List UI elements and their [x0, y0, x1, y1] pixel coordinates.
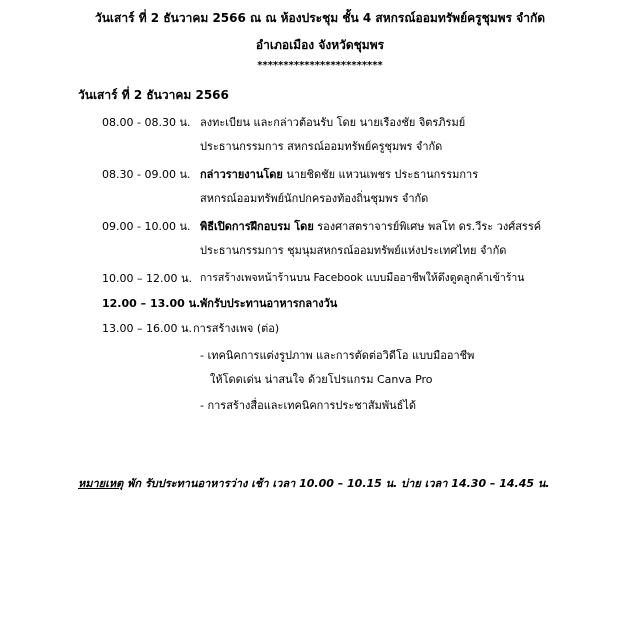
note — [78, 478, 550, 489]
header-title: วันเสาร์ ที่ 2 ธันวาคม 2566 ณ ณ ห้องประชุม ชั้น 4 สหกรณ์ออมทรัพย์ครูชุมพร จำกัด — [94, 11, 546, 25]
schedule-time: 10.00 – 12.00 น. — [102, 272, 192, 285]
schedule-text — [200, 221, 541, 232]
day-heading: วันเสาร์ ที่ 2 ธันวาคม 2566 — [78, 88, 229, 102]
schedule-time: 08.00 - 08.30 น. — [102, 116, 191, 129]
schedule-text-cont: สหกรณ์ออมทรัพย์นักปกครองท้องถิ่นชุมพร จำกัด — [200, 192, 429, 205]
header-divider: ************************ — [257, 60, 383, 71]
schedule-text: การสร้างเพจหน้าร้านบน Facebook แบบมืออาชีพให้ดึงดูดลูกค้าเข้าร้าน — [200, 272, 525, 284]
schedule-time: 08.30 - 09.00 น. — [102, 168, 191, 181]
note-label: หมายเหตุ — [78, 477, 124, 490]
schedule-text-line: นายชิดชัย แหวนเพชร ประธานกรรมการ — [282, 168, 479, 181]
schedule-bold-lead: พิธีเปิดการฝึกอบรม โดย — [200, 220, 314, 233]
schedule-text-line: ลงทะเบียน และกล่าวต้อนรับ โดย นายเรืองชัย จิตรภิรมย์ — [200, 116, 466, 129]
schedule-time: 09.00 - 10.00 น. — [102, 220, 191, 233]
sub-item-cont: ให้โดดเด่น น่าสนใจ ด้วยโปรแกรม Canva Pro — [210, 373, 433, 386]
note-text: พัก รับประทานอาหารว่าง เช้า เวลา 10.00 – 10.15 น. บ่าย เวลา 14.30 – 14.45 น. — [123, 477, 550, 490]
header-location: อำเภอเมือง จังหวัดชุมพร — [255, 38, 385, 52]
sub-item: - การสร้างสื่อและเทคนิคการประชาสัมพันธ์ได้ — [200, 399, 416, 412]
schedule-text — [200, 117, 465, 128]
schedule-text — [200, 169, 478, 180]
schedule-text-cont: ประธานกรรมการ สหกรณ์ออมทรัพย์ครูชุมพร จำกัด — [200, 140, 443, 153]
schedule-time: 13.00 – 16.00 น. — [102, 322, 192, 335]
schedule-text: การสร้างเพจ (ต่อ) — [193, 322, 280, 335]
schedule-text-line: รองศาสตราจารย์พิเศษ พลโท ดร.วีระ วงศ์สรรค์ — [313, 220, 542, 233]
schedule-time: 12.00 – 13.00 น. — [102, 297, 201, 310]
schedule-text: พักรับประทานอาหารกลางวัน — [200, 297, 338, 310]
schedule-bold-lead: กล่าวรายงานโดย — [200, 168, 283, 181]
schedule-text-cont: ประธานกรรมการ ชุมนุมสหกรณ์ออมทรัพย์แห่งประเทศไทย จำกัด — [200, 244, 507, 257]
sub-item: - เทคนิคการแต่งรูปภาพ และการตัดต่อวิดีโอ แบบมืออาชีพ — [200, 349, 475, 362]
